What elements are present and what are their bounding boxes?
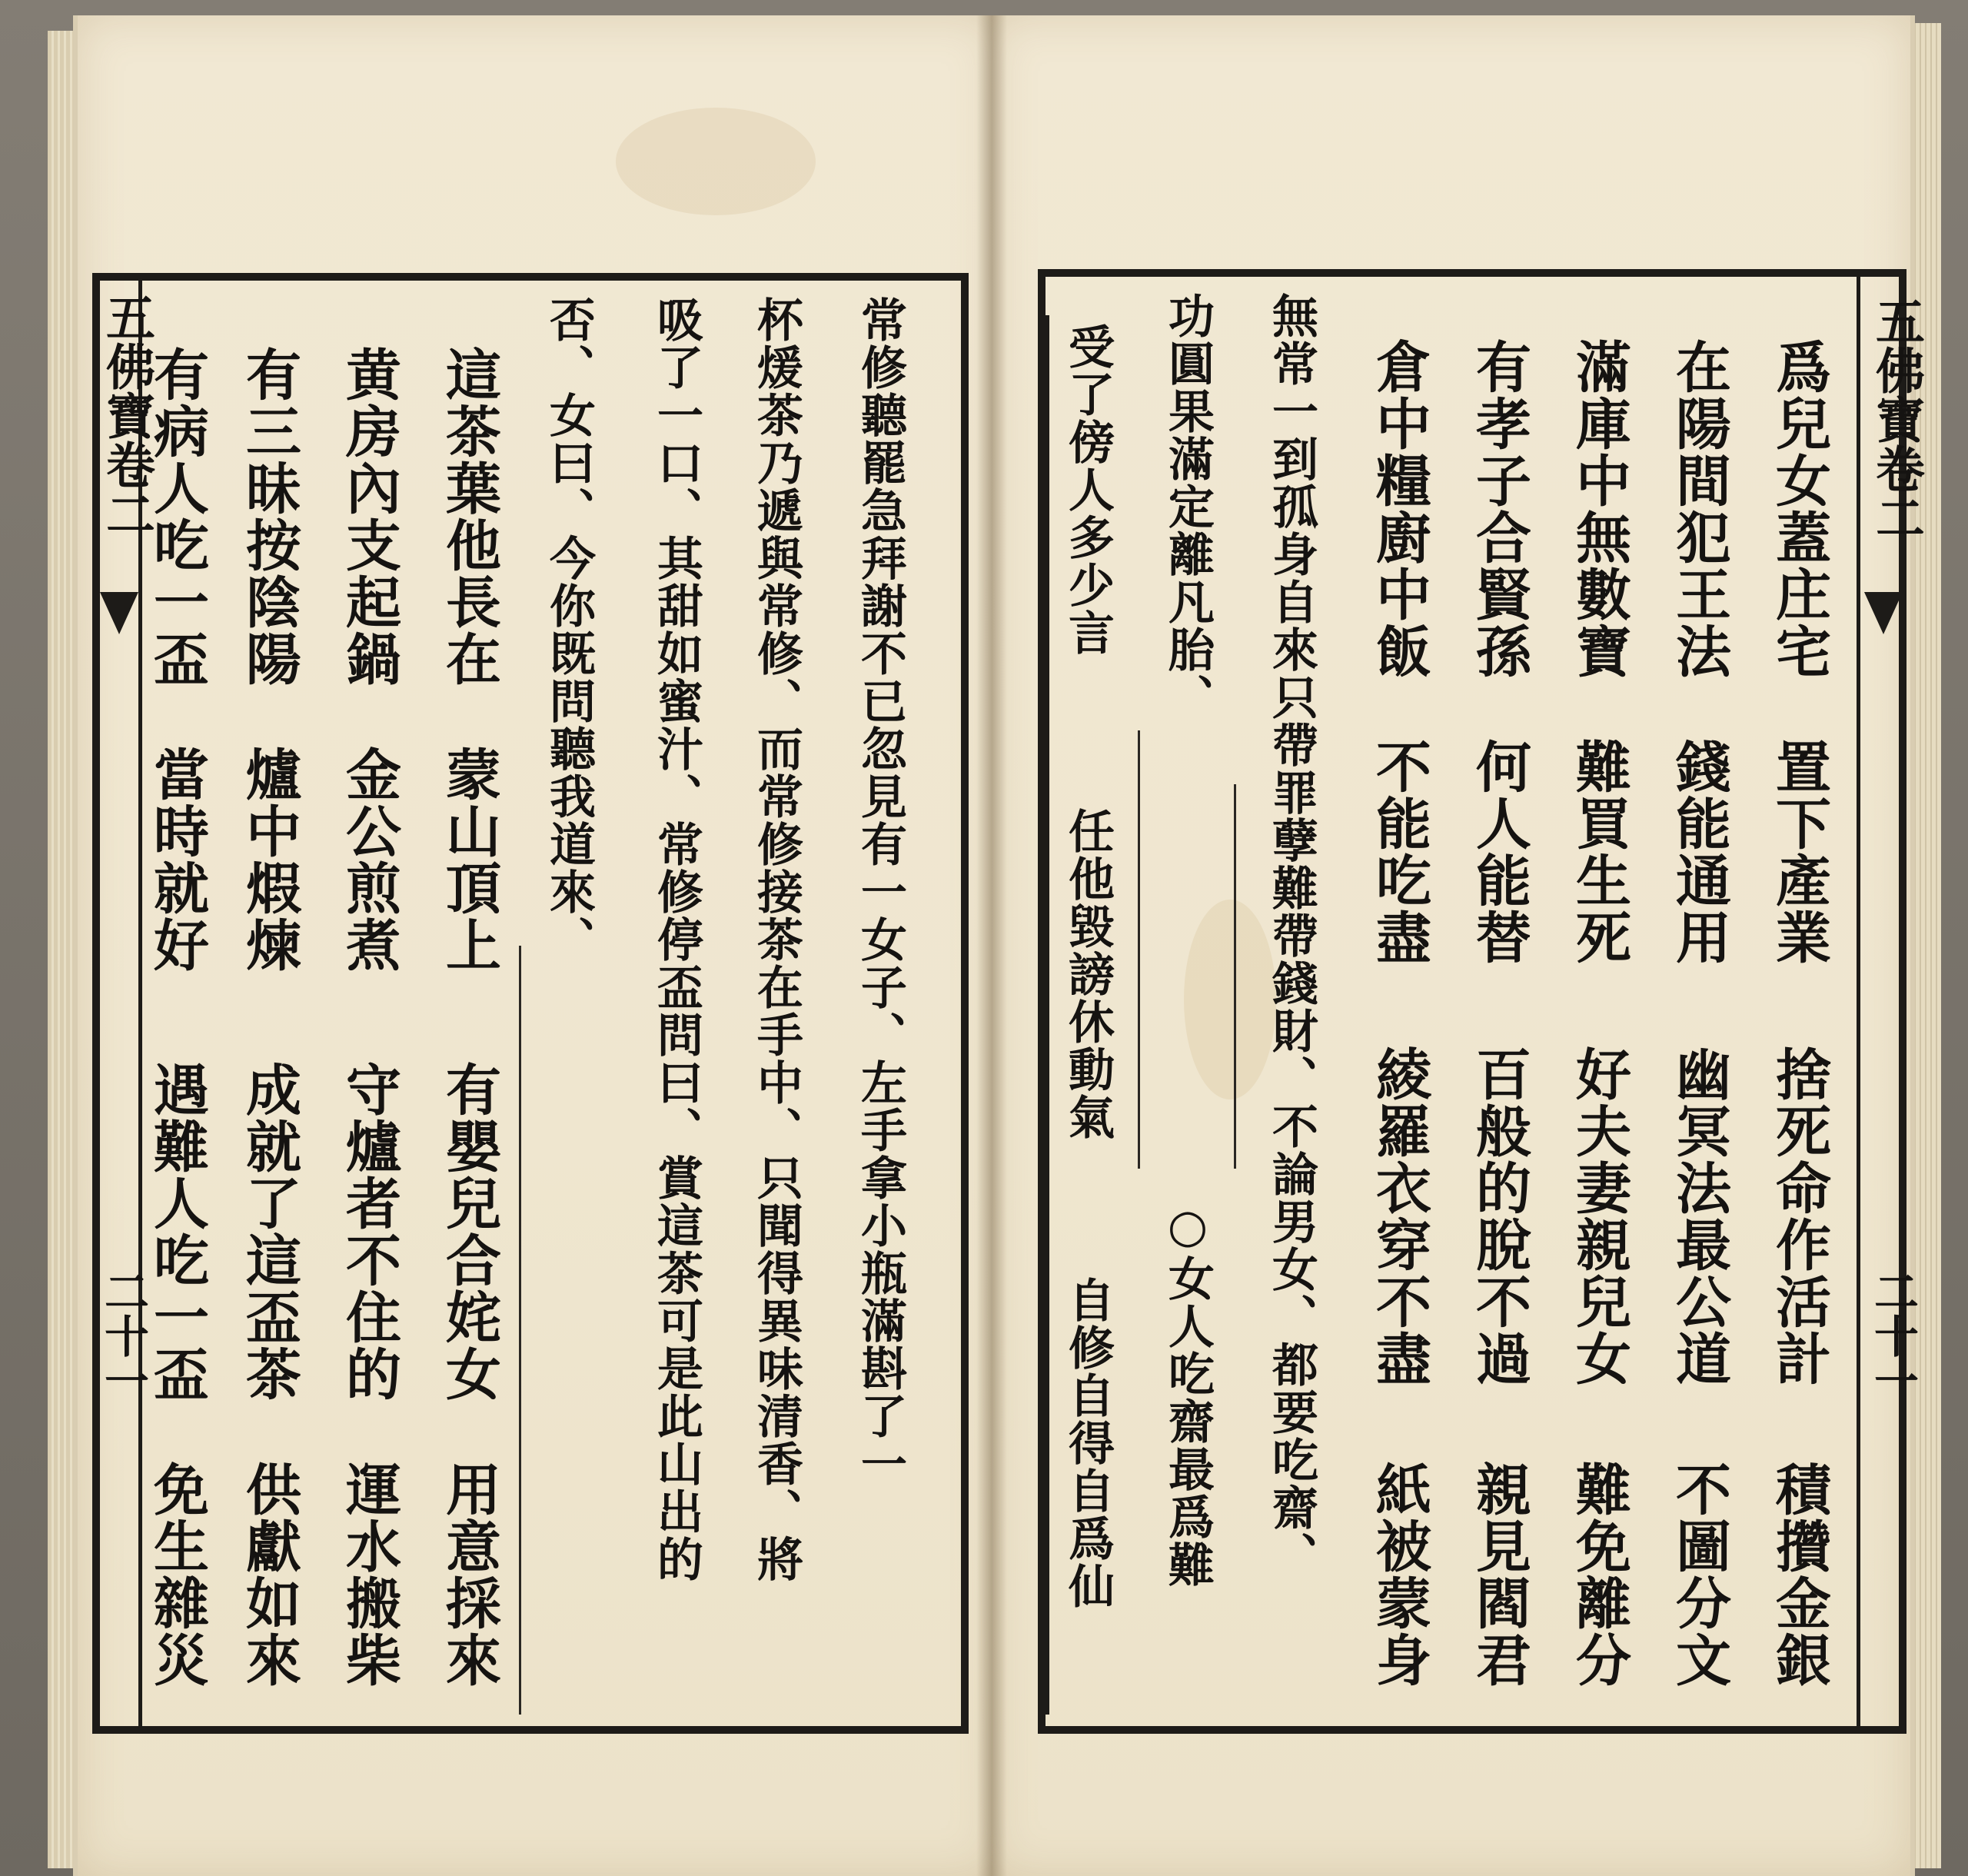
right-last-column-rule bbox=[1046, 315, 1049, 1715]
right-verse-col-4-middle: 何人能替 bbox=[1467, 738, 1532, 966]
right-prose-col-1: 無常一到孤身自來只帶罪孽難帶錢財、不論男女、都要吃齋、 bbox=[1265, 292, 1318, 1579]
right-last-col-top: 受了傍人多少言 bbox=[1061, 323, 1115, 657]
left-page-frame bbox=[92, 273, 969, 1734]
left-verse-col-4-middle: 當時就好 bbox=[145, 746, 210, 973]
right-verse-col-5-bottom: 綾羅衣穿不盡 bbox=[1367, 1046, 1432, 1387]
left-verse-col-1-end: 用意採來 bbox=[437, 1461, 502, 1688]
right-page-number: 二十一 bbox=[1867, 1269, 1919, 1402]
right-verse-col-3-bottom: 好夫妻親兒女 bbox=[1567, 1046, 1632, 1387]
right-verse-col-3-top: 滿庫中無數寶 bbox=[1567, 338, 1632, 680]
left-verse-col-4-top: 有病人吃一盃 bbox=[145, 346, 210, 687]
right-verse-col-2-top: 在陽間犯王法 bbox=[1667, 338, 1732, 680]
left-prose-col-1: 常修聽罷急拜謝不已忽見有一女子、左手拿小瓶滿斟了一 bbox=[853, 296, 907, 1488]
right-last-col-middle: 任他毀謗休動氣 bbox=[1061, 807, 1115, 1141]
left-verse-col-3-bottom: 成就了這盃茶 bbox=[237, 1061, 302, 1402]
right-verse-col-3-end: 難免離分 bbox=[1567, 1461, 1632, 1688]
right-prose-col-3: ○女人吃齋最爲難 bbox=[1161, 1199, 1215, 1588]
left-verse-col-2-middle: 金公煎煮 bbox=[337, 746, 402, 973]
right-prose-col-2: 功圓果滿定離凡胎、 bbox=[1161, 292, 1215, 721]
left-verse-col-2-end: 運水搬柴 bbox=[337, 1461, 402, 1688]
right-verse-col-5-middle: 不能吃盡 bbox=[1367, 738, 1432, 966]
left-section-divider bbox=[519, 946, 521, 1715]
right-verse-col-5-top: 倉中糧廚中飯 bbox=[1367, 338, 1432, 680]
left-prose-col-3: 吸了一口、其甜如蜜汁、常修停盃問曰、賞這茶可是此山出的 bbox=[650, 296, 703, 1583]
right-verse-col-1-bottom: 捨死命作活計 bbox=[1767, 1046, 1832, 1387]
left-verse-col-3-end: 供獻如來 bbox=[237, 1461, 302, 1688]
right-verse-col-1-top: 爲兒女蓋庄宅 bbox=[1767, 338, 1832, 680]
left-prose-col-4: 否、女曰、今你既問聽我道來、 bbox=[542, 296, 596, 963]
right-verse-col-2-bottom: 幽冥法最公道 bbox=[1667, 1046, 1732, 1387]
left-verse-col-3-middle: 爐中煆煉 bbox=[237, 746, 302, 973]
left-verse-col-1-bottom: 有嬰兒合姹女 bbox=[437, 1061, 502, 1402]
left-verse-col-1-top: 這茶葉他長在 bbox=[437, 346, 502, 687]
left-fishtail-mark bbox=[100, 592, 138, 634]
left-verse-col-4-end: 免生雜災 bbox=[145, 1461, 210, 1688]
right-verse-col-4-end: 親見閻君 bbox=[1467, 1461, 1532, 1688]
right-verse-col-2-end: 不圖分文 bbox=[1667, 1461, 1732, 1688]
right-verse-col-1-end: 積攢金銀 bbox=[1767, 1461, 1832, 1688]
paper-stain bbox=[616, 108, 816, 215]
right-verse-col-4-top: 有孝子合賢孫 bbox=[1467, 338, 1532, 680]
right-inner-divider bbox=[1138, 730, 1140, 1169]
right-verse-col-5-end: 紙被蒙身 bbox=[1367, 1461, 1432, 1688]
left-page-edges bbox=[48, 31, 73, 1868]
left-margin-title: 五佛寶卷二 bbox=[98, 292, 155, 538]
book-gutter bbox=[976, 15, 1007, 1876]
right-inner-divider bbox=[1234, 784, 1236, 1169]
left-page-number: 二十一 bbox=[97, 1269, 149, 1402]
left-verse-col-3-top: 有三昧按陰陽 bbox=[237, 346, 302, 687]
right-verse-col-1-middle: 置下產業 bbox=[1767, 738, 1832, 966]
right-verse-col-3-middle: 難買生死 bbox=[1567, 738, 1632, 966]
left-verse-col-1-middle: 蒙山頂上 bbox=[437, 746, 502, 973]
right-fishtail-mark bbox=[1864, 592, 1903, 634]
right-margin-title: 五佛寶卷二 bbox=[1867, 296, 1925, 542]
left-verse-col-2-top: 黄房內支起鍋 bbox=[337, 346, 402, 687]
left-verse-col-2-bottom: 守爐者不住的 bbox=[337, 1061, 402, 1402]
right-verse-col-2-middle: 錢能通用 bbox=[1667, 738, 1732, 966]
left-prose-col-2: 杯煖茶乃遞與常修、而常修接茶在手中、只聞得異味清香、將 bbox=[750, 296, 803, 1583]
right-verse-col-4-bottom: 百般的脫不過 bbox=[1467, 1046, 1532, 1387]
left-verse-col-4-bottom: 遇難人吃一盃 bbox=[145, 1061, 210, 1402]
right-last-col-bottom: 自修自得自爲仙 bbox=[1061, 1276, 1115, 1610]
